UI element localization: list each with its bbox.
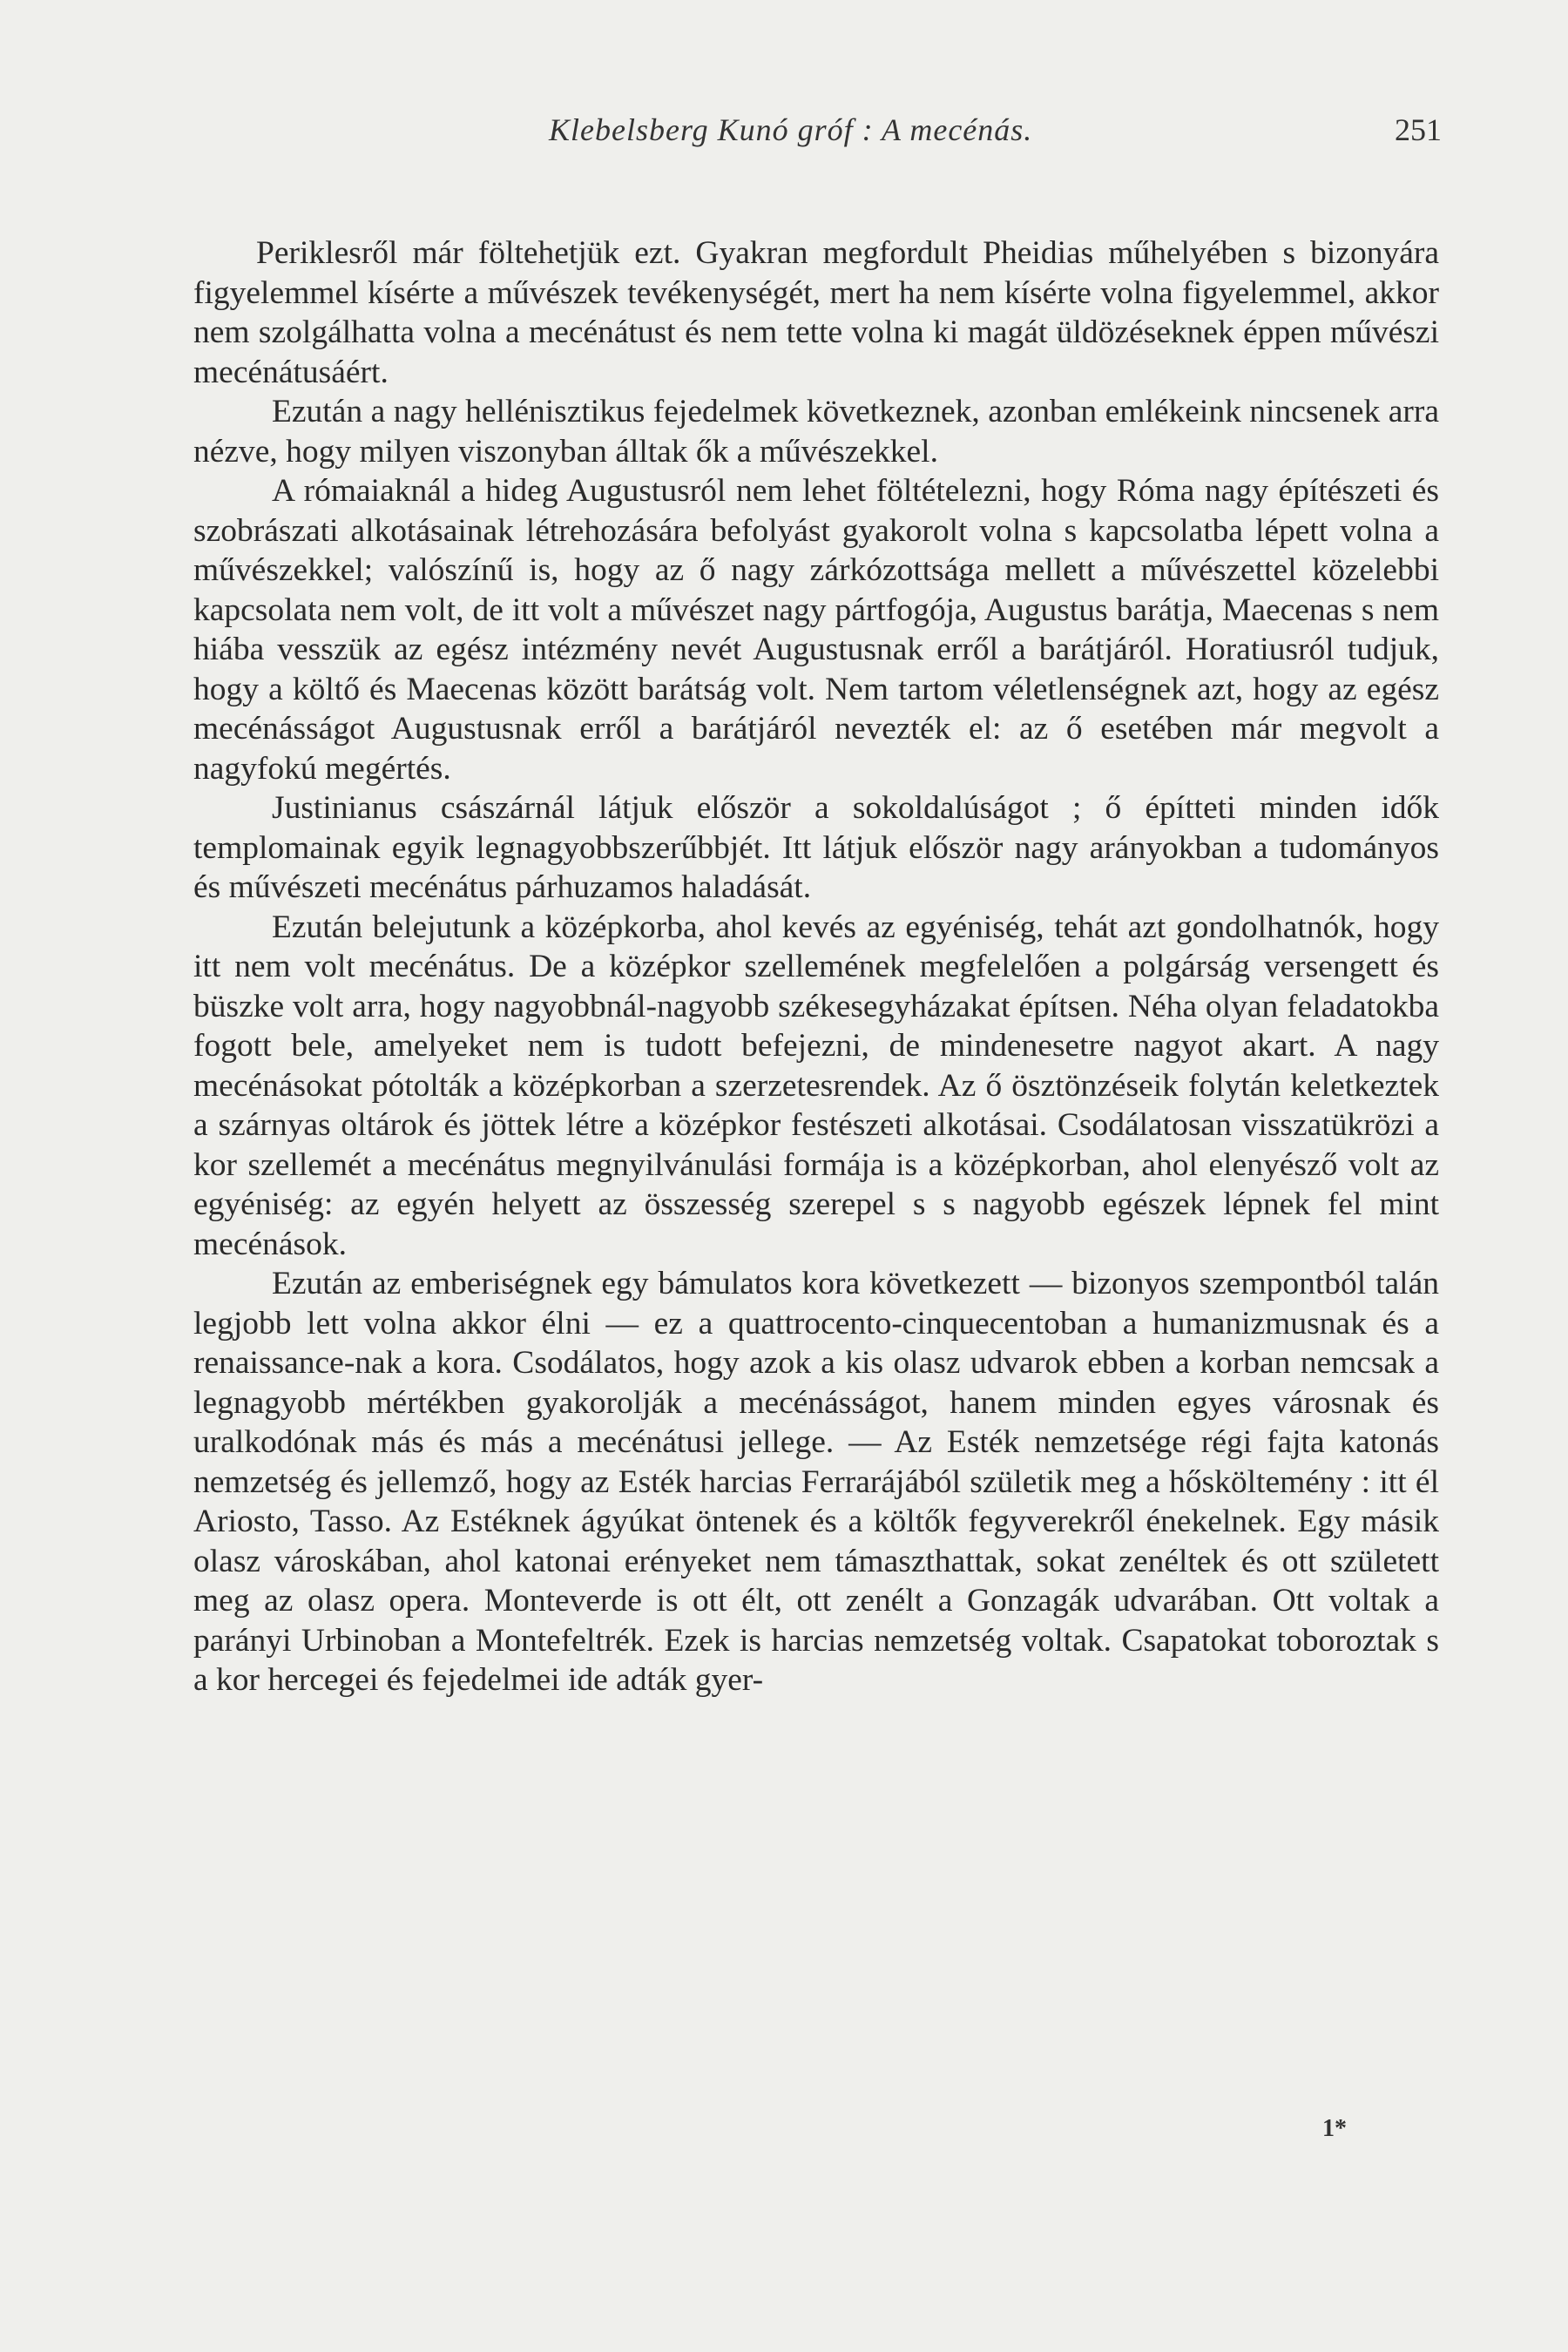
paragraph-6: Ezután az emberiségnek egy bámulatos kora következett — bizonyos szempontból talán legjobb lett volna akkor élni — ez a quattrocento-cinquecentoban a humanizmusnak és a renaissance-nak a kora. Csodálatos, hogy azok a kis olasz udvarok ebben a korban nemcsak a legnagyobb mértékben gyakorolják a mecénásságot, hanem minden egyes városnak és uralkodónak más és más a mecénátusi jellege. — Az Esték nemzetsége régi fajta katonás nemzetség és jellemző, hogy az Esték harcias Ferrarájából születik meg a hősköltemény : itt él Ariosto, Tasso. Az Estéknek ágyúkat öntenek és a költők fegyverekről énekelnek. Egy másik olasz városkában, ahol katonai erényeket nem támaszthattak, sokat zenéltek és ott született meg az olasz opera. Monteverde is ott élt, ott zenélt a Gonzagák udvarában. Ott voltak a parányi Urbinoban a Montefeltrék. Ezek is harcias nemzetség voltak. Csapatokat toboroztak s a kor hercegei és fejedelmei ide adták gyer- <box>193 1266 1439 1698</box>
paragraph-1: Periklesről már föltehetjük ezt. Gyakran megfordult Pheidias műhelyében s bizonyára figyelemmel kísérte a művészek tevékenységét, mert ha nem kísérte volna figyelemmel, akkor nem szolgálhatta volna a mecénátust és nem tette volna ki magát üldözéseknek éppen művészi mecénátusáért. <box>193 235 1439 390</box>
running-title: Klebelsberg Kunó gróf : A mecénás. <box>549 112 1033 147</box>
paragraph-4: Justinianus császárnál látjuk először a sokoldalúságot ; ő építteti minden idők templomainak egyik legnagyobbszerűbbjét. Itt látjuk először nagy arányokban a tudományos és művészeti mecénátus párhuzamos haladását. <box>193 790 1439 905</box>
paragraph-3: A rómaiaknál a hideg Augustusról nem lehet föltételezni, hogy Róma nagy építészeti és szobrászati alkotásainak létrehozására befolyást gyakorolt volna s kapcsolatba lépett volna a művészekkel; valószínű is, hogy az ő nagy zárkózottsága mellett a művészettel közelebbi kapcsolata nem volt, de itt volt a művészet nagy pártfogója, Augustus barátja, Maecenas s nem hiába vesszük az egész intézmény nevét Augustusnak erről a barátjáról. Horatiusról tudjuk, hogy a költő és Maecenas között barátság volt. Nem tartom véletlenségnek azt, hogy az egész mecénásságot Augustusnak erről a barátjáról nevezték el: az ő esetében már megvolt a nagyfokú megértés. <box>193 473 1439 787</box>
body-text <box>193 233 1439 1700</box>
signature-mark: 1* <box>1322 2115 1347 2142</box>
paragraph-2: Ezután a nagy hellénisztikus fejedelmek következnek, azonban emlékeink nincsenek arra nézve, hogy milyen viszonyban álltak ők a művészekkel. <box>193 394 1439 470</box>
paragraph-5: Ezután belejutunk a középkorba, ahol kevés az egyéniség, tehát azt gondolhatnók, hogy itt nem volt mecénátus. De a középkor szellemének megfelelően a polgárság versengett és büszke volt arra, hogy nagyobbnál-nagyobb székesegyházakat építsen. Néha olyan feladatokba fogott bele, amelyeket nem is tudott befejezni, de mindenesetre nagyot akart. A nagy mecénásokat pótolták a középkorban a szerzetesrendek. Az ő ösztönzéseik folytán keletkeztek a szárnyas oltárok és jöttek létre a középkor festészeti alkotásai. Csodálatosan visszatükrözi a kor szellemét a mecénátus megnyilvánulási formája is a középkorban, ahol elenyésző volt az egyéniség: az egyén helyett az összesség szerepel s s nagyobb egészek lépnek fel mint mecénások. <box>193 909 1439 1262</box>
page-number: 251 <box>1395 112 1442 147</box>
